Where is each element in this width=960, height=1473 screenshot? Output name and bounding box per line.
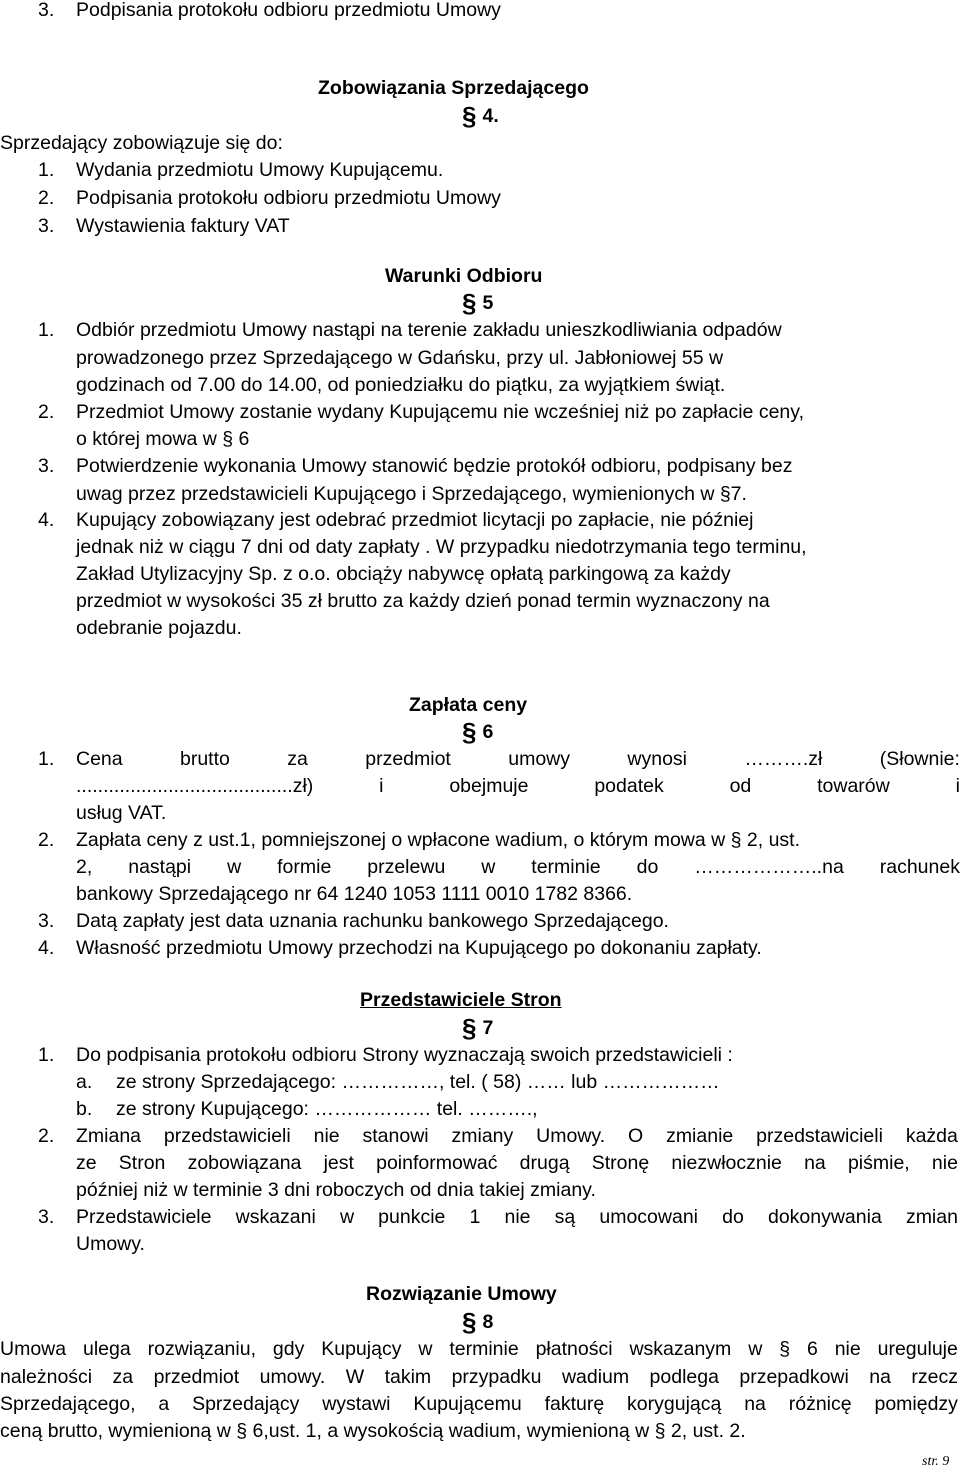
word: Cena <box>76 748 123 770</box>
paragraph-line: prowadzonego przez Sprzedającego w Gdańsku, przy ul. Jabłoniowej 55 w <box>76 347 724 369</box>
word: § <box>779 1338 791 1360</box>
paragraph-line: uwag przez przedstawicieli Kupującego i Sprzedającego, wymienionych w §7. <box>76 483 747 505</box>
word: fakturę <box>544 1393 605 1415</box>
word: i <box>379 775 384 797</box>
word: w <box>339 1206 355 1228</box>
word: nie <box>834 1338 861 1360</box>
paragraph-line: usług VAT. <box>76 802 167 824</box>
word: (Słownie: <box>879 748 960 770</box>
word: są <box>554 1206 576 1228</box>
section-title: Rozwiązanie Umowy <box>366 1283 557 1305</box>
word: należności <box>0 1366 93 1388</box>
item-number: 1. <box>38 319 55 341</box>
item-number: a. <box>76 1071 93 1093</box>
word: Stronę <box>591 1152 650 1174</box>
word: poinformować <box>376 1152 498 1174</box>
word: na <box>804 1152 826 1174</box>
section-title: Warunki Odbioru <box>385 265 543 287</box>
word: płatności <box>535 1338 613 1360</box>
list-item <box>38 0 54 24</box>
word: rachunek <box>879 856 960 878</box>
word: od <box>729 775 752 797</box>
item-number: 2. <box>38 1125 55 1147</box>
word: Sprzedającego, <box>0 1393 136 1415</box>
paragraph-line: o której mowa w § 6 <box>76 428 250 450</box>
item-number: 1. <box>38 1044 55 1066</box>
word: zobowiązana <box>187 1152 302 1174</box>
word: brutto <box>180 748 230 770</box>
item-number: 1. <box>38 748 55 770</box>
paragraph-line: ze strony Kupującego: ……………… tel. ………., <box>116 1098 538 1120</box>
word: przedmiot <box>365 748 451 770</box>
word: umowy <box>508 748 571 770</box>
word: terminie <box>531 856 601 878</box>
paragraph-line <box>76 773 960 800</box>
word: i <box>955 775 960 797</box>
paragraph-line: Własność przedmiotu Umowy przechodzi na Kupującego po dokonaniu zapłaty. <box>76 937 762 959</box>
word: wynosi <box>627 748 687 770</box>
word: terminie <box>449 1338 519 1360</box>
word: 6 <box>806 1338 818 1360</box>
item-number: 3. <box>38 0 55 21</box>
paragraph-line: Potwierdzenie wykonania Umowy stanowić będzie protokół odbioru, podpisany bez <box>76 455 793 477</box>
word: do <box>722 1206 744 1228</box>
word: ureguluje <box>877 1338 958 1360</box>
word: piśmie, <box>847 1152 910 1174</box>
word: stanowi <box>362 1125 429 1147</box>
word: nie <box>504 1206 531 1228</box>
word: rzecz <box>911 1366 958 1388</box>
word: ……….zł <box>744 748 823 770</box>
paragraph-line: ze strony Sprzedającego: ……………, tel. ( 58) …… lub ……………… <box>116 1071 720 1093</box>
word: nie <box>313 1125 340 1147</box>
word: na <box>744 1393 766 1415</box>
paragraph-line: Umowy. <box>76 1233 145 1255</box>
paragraph-symbol: § <box>462 717 477 747</box>
word: wystawi <box>322 1393 391 1415</box>
word: punkcie <box>378 1206 446 1228</box>
word: Stron <box>118 1152 166 1174</box>
paragraph-line: Podpisania protokołu odbioru przedmiotu Umowy <box>76 187 501 209</box>
word: ………………..na <box>694 856 844 878</box>
item-number: 3. <box>38 215 55 237</box>
paragraph-symbol: § <box>462 1013 477 1043</box>
word: podlega <box>649 1366 719 1388</box>
word: Zmiana <box>76 1125 142 1147</box>
word: nie <box>931 1152 958 1174</box>
word: zmian <box>905 1206 958 1228</box>
word: pomiędzy <box>874 1393 958 1415</box>
paragraph-symbol: § <box>462 1307 477 1337</box>
paragraph-line: jednak niż w ciągu 7 dni od daty zapłaty . W przypadku niedotrzymania tego terminu, <box>76 536 807 558</box>
word: przedstawicieli <box>756 1125 883 1147</box>
word: wadium <box>561 1366 630 1388</box>
paragraph-line: później niż w terminie 3 dni roboczych od dnia takiej zmiany. <box>76 1179 596 1201</box>
item-number: 2. <box>38 187 55 209</box>
word: w <box>748 1338 763 1360</box>
word: ze <box>76 1152 97 1174</box>
word: obejmuje <box>449 775 529 797</box>
word: korygującą <box>627 1393 722 1415</box>
item-number: 3. <box>38 455 55 477</box>
word: takim <box>384 1366 432 1388</box>
word: rozwiązaniu, <box>147 1338 256 1360</box>
word: za <box>287 748 308 770</box>
word: przedmiot <box>153 1366 240 1388</box>
word: przepadkowi <box>739 1366 849 1388</box>
word: zmianie <box>666 1125 734 1147</box>
paragraph-symbol: § <box>462 101 477 131</box>
word: jest <box>323 1152 354 1174</box>
paragraph-line: bankowy Sprzedającego nr 64 1240 1053 1111 0010 1782 8366. <box>76 883 633 905</box>
item-number: 3. <box>38 1206 55 1228</box>
word: gdy <box>272 1338 305 1360</box>
paragraph-line: godzinach od 7.00 do 14.00, od poniedziałku do piątku, za wyjątkiem świąt. <box>76 374 726 396</box>
word: podatek <box>594 775 664 797</box>
section-title: Zobowiązania Sprzedającego <box>318 77 589 99</box>
paragraph-symbol: § <box>462 288 477 318</box>
word: W <box>345 1366 365 1388</box>
word: formie <box>277 856 332 878</box>
paragraph-line: przedmiot w wysokości 35 zł brutto za każdy dzień ponad termin wyznaczony na <box>76 590 770 612</box>
word: Umowa <box>0 1338 67 1360</box>
word: wskazanym <box>629 1338 732 1360</box>
word: na <box>869 1366 891 1388</box>
item-number: 3. <box>38 910 55 932</box>
item-number: 2. <box>38 401 55 423</box>
paragraph-line <box>76 1204 958 1231</box>
paragraph-line: Datą zapłaty jest data uznania rachunku bankowego Sprzedającego. <box>76 910 669 932</box>
word: towarów <box>817 775 890 797</box>
section-title: Zapłata ceny <box>409 694 528 716</box>
item-number: 1. <box>38 159 55 181</box>
word: dokonywania <box>767 1206 882 1228</box>
word: Kupującemu <box>413 1393 522 1415</box>
word: przedstawicieli <box>163 1125 291 1147</box>
page-number: str. 9 <box>922 1454 950 1469</box>
word: O <box>628 1125 644 1147</box>
section-intro: Sprzedający zobowiązuje się do: <box>0 132 283 154</box>
paragraph-line <box>76 1150 958 1177</box>
word: drugą <box>519 1152 570 1174</box>
word: przelewu <box>367 856 446 878</box>
word: 1 <box>469 1206 481 1228</box>
item-number: 4. <box>38 937 55 959</box>
paragraph-line: Kupujący zobowiązany jest odebrać przedmiot licytacji po zapłacie, nie później <box>76 509 754 531</box>
paragraph-line: Wystawienia faktury VAT <box>76 215 290 237</box>
word: przypadku <box>451 1366 542 1388</box>
word: zmiany <box>451 1125 514 1147</box>
word: Przedstawiciele <box>76 1206 212 1228</box>
paragraph-line <box>76 1123 958 1150</box>
paragraph-line <box>76 746 960 773</box>
word: wskazani <box>235 1206 316 1228</box>
paragraph-line: Wydania przedmiotu Umowy Kupującemu. <box>76 159 444 181</box>
item-number: b. <box>76 1098 93 1120</box>
word: umocowani <box>599 1206 699 1228</box>
word: Umowy. <box>536 1125 606 1147</box>
word: do <box>636 856 659 878</box>
paragraph-line: Zakład Utylizacyjny Sp. z o.o. obciąży nabywcę opłatą parkingową za każdy <box>76 563 731 585</box>
word: różnicę <box>788 1393 852 1415</box>
word: nastąpi <box>128 856 192 878</box>
paragraph-line: Zapłata ceny z ust.1, pomniejszonej o wpłacone wadium, o którym mowa w § 2, ust. <box>76 829 801 851</box>
word: w <box>481 856 496 878</box>
paragraph-line <box>0 1336 958 1363</box>
word: w <box>227 856 242 878</box>
section-title: Przedstawiciele Stron <box>360 989 562 1011</box>
list-item-text: Podpisania protokołu odbioru przedmiotu Umowy <box>76 0 501 21</box>
section-number: § 5 <box>462 288 494 318</box>
section-number: § 6 <box>462 717 494 747</box>
section-number: § 8 <box>462 1307 494 1337</box>
word: w <box>418 1338 433 1360</box>
item-number: 2. <box>38 829 55 851</box>
paragraph-line: ceną brutto, wymienioną w § 6,ust. 1, a wysokością wadium, wymienioną w § 2, ust. 2. <box>0 1420 746 1442</box>
paragraph-line: Przedmiot Umowy zostanie wydany Kupującemu nie wcześniej niż po zapłacie ceny, <box>76 401 804 423</box>
section-number: § 4. <box>462 101 499 131</box>
word: za <box>112 1366 134 1388</box>
paragraph-line: Odbiór przedmiotu Umowy nastąpi na terenie zakładu unieszkodliwiania odpadów <box>76 319 782 341</box>
word: ........................................zł) <box>76 775 314 797</box>
word: niezwłocznie <box>671 1152 782 1174</box>
paragraph-line: odebranie pojazdu. <box>76 617 242 639</box>
word: każda <box>905 1125 958 1147</box>
word: umowy. <box>259 1366 326 1388</box>
paragraph-line: Do podpisania protokołu odbioru Strony wyznaczają swoich przedstawicieli : <box>76 1044 733 1066</box>
word: ulega <box>83 1338 131 1360</box>
word: Sprzedający <box>192 1393 300 1415</box>
item-number: 4. <box>38 509 55 531</box>
paragraph-line <box>76 854 960 881</box>
word: a <box>158 1393 170 1415</box>
paragraph-line <box>0 1364 958 1391</box>
word: Kupujący <box>321 1338 402 1360</box>
section-number: § 7 <box>462 1013 494 1043</box>
word: 2, <box>76 856 93 878</box>
paragraph-line <box>0 1391 958 1418</box>
